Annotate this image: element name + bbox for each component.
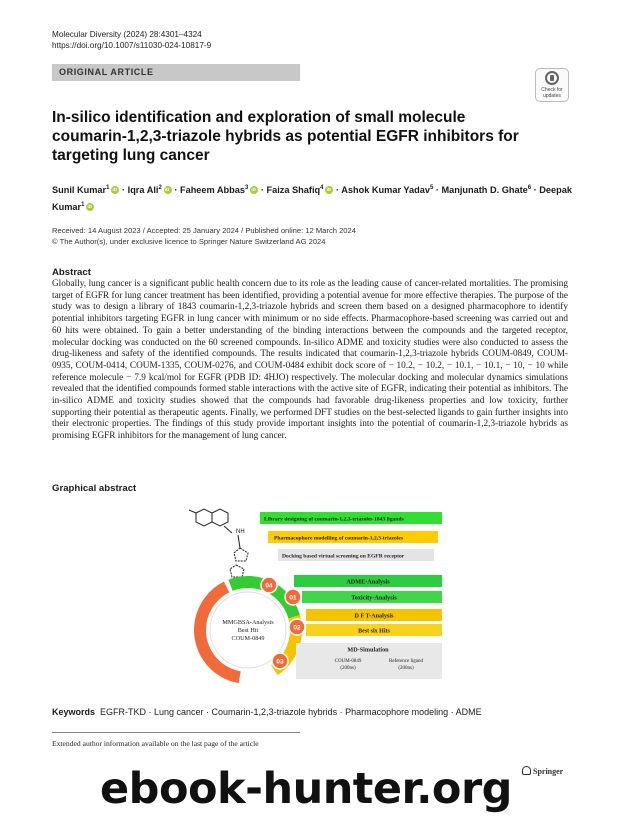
step-num-04: 04 [265, 582, 273, 590]
author-affiliation: 1 [106, 185, 110, 191]
keywords-label: Keywords [52, 707, 96, 717]
step-adme-label: ADME-Analysis [346, 578, 390, 586]
author-list [52, 181, 572, 215]
author-entry[interactable] [441, 185, 531, 195]
banner-docking: Docking based virtual screening on EGFR receptor [282, 553, 405, 560]
step-num-02: 02 [293, 624, 301, 632]
molecule-nh-label: NH [236, 529, 245, 535]
abstract-text: Globally, lung cancer is a significant public health concern due to its role as the leading cause of cancer-related mortalities. The promising target of EGFR for lung cancer treatment has been identified, providing a potential avenue for more effective therapies. The purpose of the study was to design a library of 1843 coumarin-1,2,3-triazole hybrids and screen them based on a designed pharmacophore to identify potential inhibitors targeting EGFR in lung cancer with minimum or no side effects. Pharmacophore-based screening was carried out and 60 hits were obtained. To gain a better understanding of the binding interactions between the compounds and the targeted receptor, molecular docking was conducted on the 60 screened compounds. In-silico ADME and toxicity studies were also conducted to assess the drug-likeness and safety of the identified compounds. The results indicated that coumarin-1,2,3-triazole hybrids COUM-0849, COUM-0935, COUM-0414, COUM-1335, COUM-0276, and COUM-0484 exhibit dock score of − 10.2, − 10.2, − 10.1, − 10.1, − 10, − 10 while reference molecule − 7.9 kcal/mol for EGFR (PDB ID: 4HJO) respectively. The molecular docking and molecular dynamics simulations revealed that the identified compounds formed stable interactions with the active site of EGFR, indicating their potential as inhibitors. The in-silico ADME and toxicity studies showed that the compounds had favorable drug-likeness properties and low toxicity, further supporting their potential as therapeutic agents. Finally, we performed DFT studies on the best-selected ligands to gain further insights into their electronic properties. The findings of this study provide important insights into the potential of coumarin-1,2,3-triazole hybrids as promising EGFR inhibitors for the management of lung cancer. [52, 279, 568, 442]
author-entry[interactable] [341, 185, 433, 195]
banner-pharmacophore: Pharmacophore modelling of coumarin-1,2,3-triazoles [274, 535, 404, 542]
center-mmgbsa: MMGBSA-Analysis [222, 619, 274, 626]
article-title: In-silico identification and exploration of small molecule coumarin-1,2,3-triazole hybrids as potential EGFR inhibitors for targeting lung cancer [52, 109, 519, 164]
author-name: Manjunath D. Ghate [441, 185, 528, 196]
author-name: Ashok Kumar Yadav [341, 185, 430, 196]
author-affiliation: 4 [320, 185, 324, 191]
author-affiliation: 2 [158, 185, 162, 191]
step-num-01: 01 [289, 594, 297, 602]
check-updates-line2: updates [543, 93, 561, 99]
graphical-abstract-heading: Graphical abstract [52, 483, 137, 494]
step-dft-label: D F T-Analysis [354, 612, 394, 620]
author-entry[interactable] [180, 185, 258, 195]
author-affiliation: 5 [429, 185, 434, 191]
copyright-line: © The Author(s), under exclusive licence to Springer Nature Switzerland AG 2024 [52, 237, 326, 246]
author-entry[interactable] [267, 185, 334, 195]
footnote: Extended author information available on the last page of the article [52, 739, 259, 748]
step-num-03: 03 [276, 658, 284, 666]
author-separator: · [119, 185, 128, 196]
footnote-divider [52, 732, 300, 733]
md-ligand-1-name: COUM-0849 [334, 659, 362, 664]
author-name: Faheem Abbas [179, 185, 245, 196]
step-md-label: MD-Simulation [347, 646, 389, 654]
molecule-structure [189, 509, 248, 577]
author-name: Sunil Kumar [52, 185, 107, 196]
orcid-icon[interactable] [86, 203, 94, 211]
author-separator: · [258, 185, 267, 196]
author-separator: · [171, 185, 180, 196]
abstract-heading: Abstract [52, 267, 91, 278]
author-name: Faiza Shafiq [266, 185, 321, 196]
center-best-hit: Best Hit [237, 627, 259, 634]
keywords [52, 707, 482, 717]
check-updates-line1: Check for [541, 87, 563, 93]
doi-link[interactable]: https://doi.org/10.1007/s11030-024-10817-9 [52, 41, 212, 50]
keywords-text: EGFR-TKD · Lung cancer · Coumarin-1,2,3-triazole hybrids · Pharmacophore modeling · ADME [100, 707, 482, 717]
dates-line: Received: 14 August 2023 / Accepted: 25 January 2024 / Published online: 12 March 2024 [52, 226, 356, 235]
author-entry[interactable] [52, 185, 119, 195]
publisher-name: Springer [533, 767, 564, 776]
publisher-logo [522, 766, 563, 776]
author-affiliation: 1 [81, 202, 85, 209]
graphical-abstract-figure [176, 503, 446, 693]
md-ligand-2-name: Reference ligand [388, 659, 424, 664]
springer-horse-icon [522, 766, 531, 775]
step-best-six-label: Best six Hits [358, 628, 390, 635]
journal-citation: Molecular Diversity (2024) 28:4301–4324 [52, 30, 202, 39]
author-entry[interactable] [128, 185, 172, 195]
author-name: Deepak Kumar [52, 185, 572, 213]
watermark: ebook-hunter.org [100, 764, 512, 814]
publication-dates [52, 225, 572, 247]
check-updates-badge[interactable] [535, 68, 569, 102]
author-affiliation: 3 [244, 185, 249, 191]
md-ligand-2-time: (200ns) [398, 666, 414, 671]
bookmark-icon [545, 71, 559, 85]
journal-info [52, 29, 211, 51]
md-ligand-1-time: (200ns) [340, 666, 356, 671]
banner-library: Library designing of coumarin-1,2,3-triazoles 1843 ligands [264, 516, 404, 523]
author-separator: · [531, 185, 540, 196]
author-affiliation: 6 [527, 185, 532, 191]
author-name: Iqra Ali [127, 185, 159, 196]
author-separator: · [333, 185, 342, 196]
orcid-icon[interactable] [164, 186, 172, 194]
step-toxicity-label: Toxicity-Analysis [351, 594, 397, 602]
author-separator: · [433, 185, 442, 196]
article-type-banner: ORIGINAL ARTICLE [52, 64, 300, 81]
center-compound: COUM-0849 [231, 635, 265, 642]
